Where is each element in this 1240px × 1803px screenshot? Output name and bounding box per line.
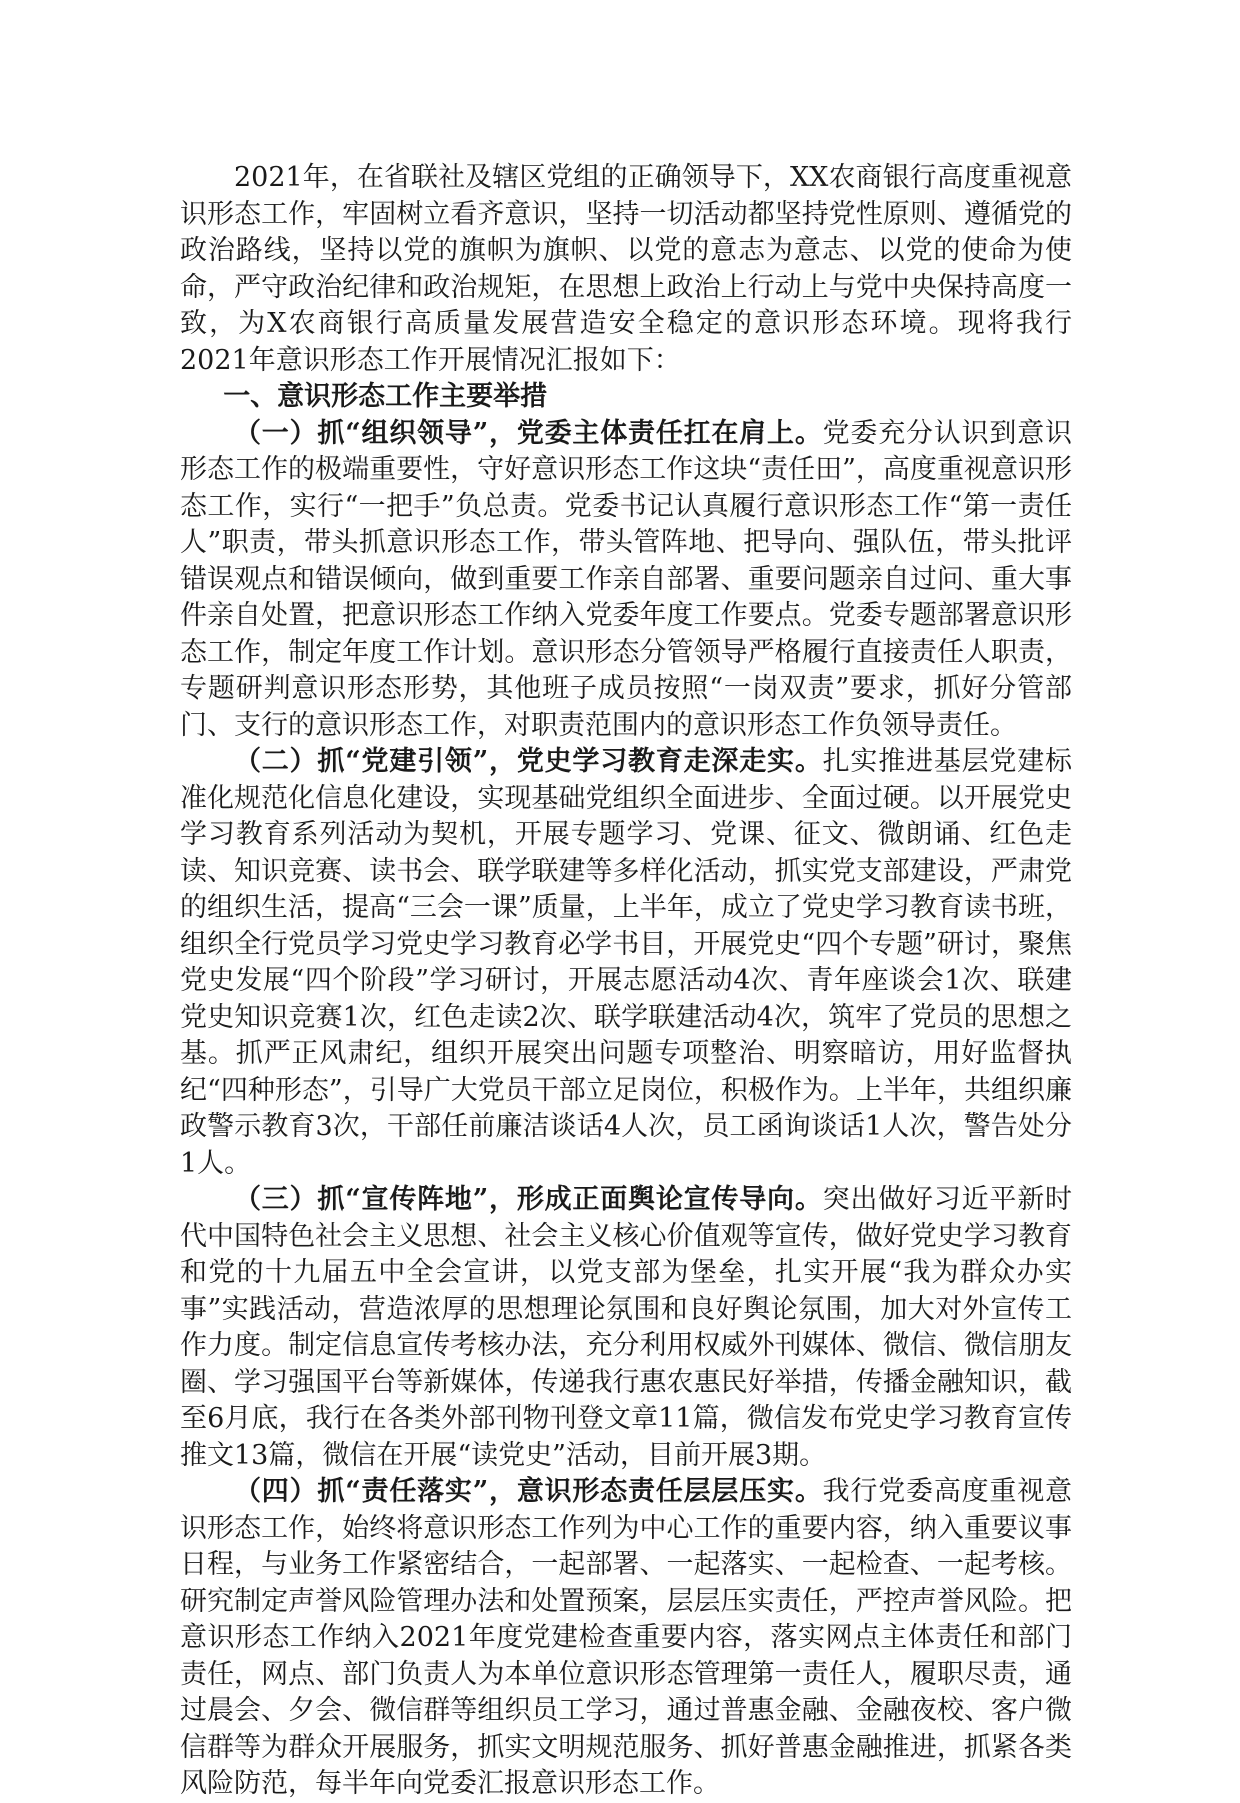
item-2-body: 扎实推进基层党建标准化规范化信息化建设，实现基础党组织全面进步、全面过硬。以开展党史学习教育系列活动为契机，开展专题学习、党课、征文、微朗诵、红色走读、知识竞赛、读书会、联学联建等多样化活动，抓实党支部建设，严肃党的组织生活，提高“三会一课”质量，上半年，成立了党史学习教育读书班，组织全行党员学习党史学习教育必学书目，开展党史“四个专题”研讨，聚焦党史发展“四个阶段”学习研讨，开展志愿活动4次、青年座谈会1次、联建党史知识竞赛1次，红色走读2次、联学联建活动4次，筑牢了党员的思想之基。抓严正风肃纪，组织开展突出问题专项整治、明察暗访，用好监督执纪“四种形态”，引导广大党员干部立足岗位，积极作为。上半年，共组织廉政警示教育3次，干部任前廉洁谈话4人次，员工函询谈话1人次，警告处分1人。 xyxy=(180,746,1073,1179)
section-item-1 xyxy=(180,416,1072,745)
section-item-2 xyxy=(180,744,1072,1182)
item-1-body: 党委充分认识到意识形态工作的极端重要性，守好意识形态工作这块“责任田”，高度重视意识形态工作，实行“一把手”负总责。党委书记认真履行意识形态工作“第一责任人”职责，带头抓意识形态工作，带头管阵地、把导向、强队伍，带头批评错误观点和错误倾向，做到重要工作亲自部署、重要问题亲自过问、重大事件亲自处置，把意识形态工作纳入党委年度工作要点。党委专题部署意识形态工作，制定年度工作计划。意识形态分管领导严格履行直接责任人职责，专题研判意识形态形势，其他班子成员按照“一岗双责”要求，抓好分管部门、支行的意识形态工作，对职责范围内的意识形态工作负领导责任。 xyxy=(180,417,1073,741)
item-4-lead: （四）抓“责任落实”，意识形态责任层层压实。 xyxy=(234,1476,823,1507)
item-3-body: 突出做好习近平新时代中国特色社会主义思想、社会主义核心价值观等宣传，做好党史学习教育和党的十九届五中全会宣讲，以党支部为堡垒，扎实开展“我为群众办实事”实践活动，营造浓厚的思想理论氛围和良好舆论氛围，加大对外宣传工作力度。制定信息宣传考核办法，充分利用权威外刊媒体、微信、微信朋友圈、学习强国平台等新媒体，传递我行惠农惠民好举措，传播金融知识，截至6月底，我行在各类外部刊物刊登文章11篇，微信发布党史学习教育宣传推文13篇，微信在开展“读党史”活动，目前开展3期。 xyxy=(180,1184,1073,1471)
item-4-body: 我行党委高度重视意识形态工作，始终将意识形态工作列为中心工作的重要内容，纳入重要议事日程，与业务工作紧密结合，一起部署、一起落实、一起检查、一起考核。研究制定声誉风险管理办法和处置预案，层层压实责任，严控声誉风险。把意识形态工作纳入2021年度党建检查重要内容，落实网点主体责任和部门责任，网点、部门负责人为本单位意识形态管理第一责任人，履职尽责，通过晨会、夕会、微信群等组织员工学习，通过普惠金融、金融夜校、客户微信群等为群众开展服务，抓实文明规范服务、抓好普惠金融推进，抓紧各类风险防范，每半年向党委汇报意识形态工作。 xyxy=(180,1476,1073,1799)
item-3-lead: （三）抓“宣传阵地”，形成正面舆论宣传导向。 xyxy=(234,1184,823,1215)
item-1-lead: （一）抓“组织领导”，党委主体责任扛在肩上。 xyxy=(234,417,823,449)
section-item-4 xyxy=(180,1474,1072,1803)
item-2-lead: （二）抓“党建引领”，党史学习教育走深走实。 xyxy=(234,746,823,777)
intro-paragraph: 2021年，在省联社及辖区党组的正确领导下，XX农商银行高度重视意识形态工作，牢固树立看齐意识，坚持一切活动都坚持党性原则、遵循党的政治路线，坚持以党的旗帜为旗帜、以党的意志为意志、以党的使命为使命，严守政治纪律和政治规矩，在思想上政治上行动上与党中央保持高度一致，为X农商银行高质量发展营造安全稳定的意识形态环境。现将我行2021年意识形态工作开展情况汇报如下： xyxy=(180,162,1072,376)
section-item-3 xyxy=(180,1182,1072,1474)
section-heading: 一、意识形态工作主要举措 xyxy=(223,381,548,412)
document-page xyxy=(180,160,1072,1803)
